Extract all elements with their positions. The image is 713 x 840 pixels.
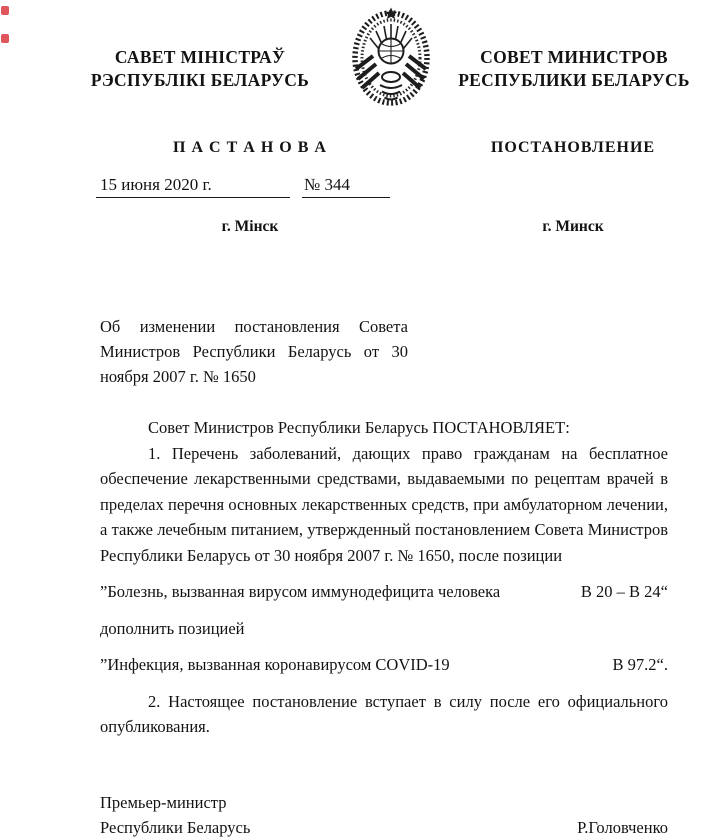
letterhead-russian-line2: РЕСПУБЛИКИ БЕЛАРУСЬ <box>458 70 690 90</box>
signature-block <box>100 790 668 840</box>
letterhead-belarusian-line1: САВЕТ МІНІСТРАЎ <box>114 47 286 67</box>
letterhead <box>0 0 713 106</box>
letterhead-russian <box>444 4 704 92</box>
position-existing-name: ”Болезнь, вызванная вирусом иммунодефицита человека <box>100 582 501 601</box>
signer-name: Р.Головченко <box>577 817 668 837</box>
doc-type-belarusian: П А С Т А Н О В А <box>173 139 327 156</box>
signer-title-line2: Республики Беларусь <box>100 817 251 837</box>
letterhead-belarusian <box>60 4 340 92</box>
red-scan-artifact-icon <box>1 34 9 43</box>
paragraph-1: 1. Перечень заболеваний, дающих право гражданам на бесплатное обеспечение лекарственными средствами, выдаваемыми по рецептам врачей в пределах перечня основных лекарственных средств, при амбулаторном лечении, а также лечебным питанием, утвержденный постановлением Совета Министров Республики Беларусь от 30 ноября 2007 г. № 1650, после позиции <box>100 443 668 565</box>
signer-title-line1: Премьер-министр <box>100 792 227 812</box>
position-existing-code: В 20 – В 24“ <box>580 582 668 601</box>
decree-subject: Об изменении постановления Совета Министров Республики Беларусь от 30 ноября 2007 г. № 1650 <box>100 317 408 386</box>
decree-number: № 344 <box>302 175 390 198</box>
city-belarusian: г. Мінск <box>221 218 279 235</box>
position-row-existing <box>100 579 668 605</box>
decree-body <box>100 415 668 740</box>
letterhead-russian-line1: СОВЕТ МИНИСТРОВ <box>480 47 668 67</box>
doc-type-row <box>0 139 713 157</box>
insert-clause: дополнить позицией <box>100 618 245 638</box>
cities-row <box>0 218 713 236</box>
position-new-code: В 97.2“. <box>612 655 668 674</box>
position-row-new <box>100 652 668 678</box>
resolves-line: Совет Министров Республики Беларусь ПОСТАНОВЛЯЕТ: <box>148 418 570 437</box>
belarus-coat-of-arms-icon <box>348 6 434 106</box>
city-russian: г. Минск <box>542 218 604 235</box>
signer-title <box>100 790 250 840</box>
red-scan-artifact-icon <box>1 6 9 15</box>
doc-type-russian: ПОСТАНОВЛЕНИЕ <box>490 139 656 156</box>
paragraph-2: 2. Настоящее постановление вступает в силу после его официального опубликования. <box>100 691 668 736</box>
position-new-name: ”Инфекция, вызванная коронавирусом COVID-19 <box>100 655 450 674</box>
date-number-row <box>96 175 713 198</box>
letterhead-belarusian-line2: РЭСПУБЛІКІ БЕЛАРУСЬ <box>90 70 310 90</box>
decree-date: 15 июня 2020 г. <box>96 175 290 198</box>
